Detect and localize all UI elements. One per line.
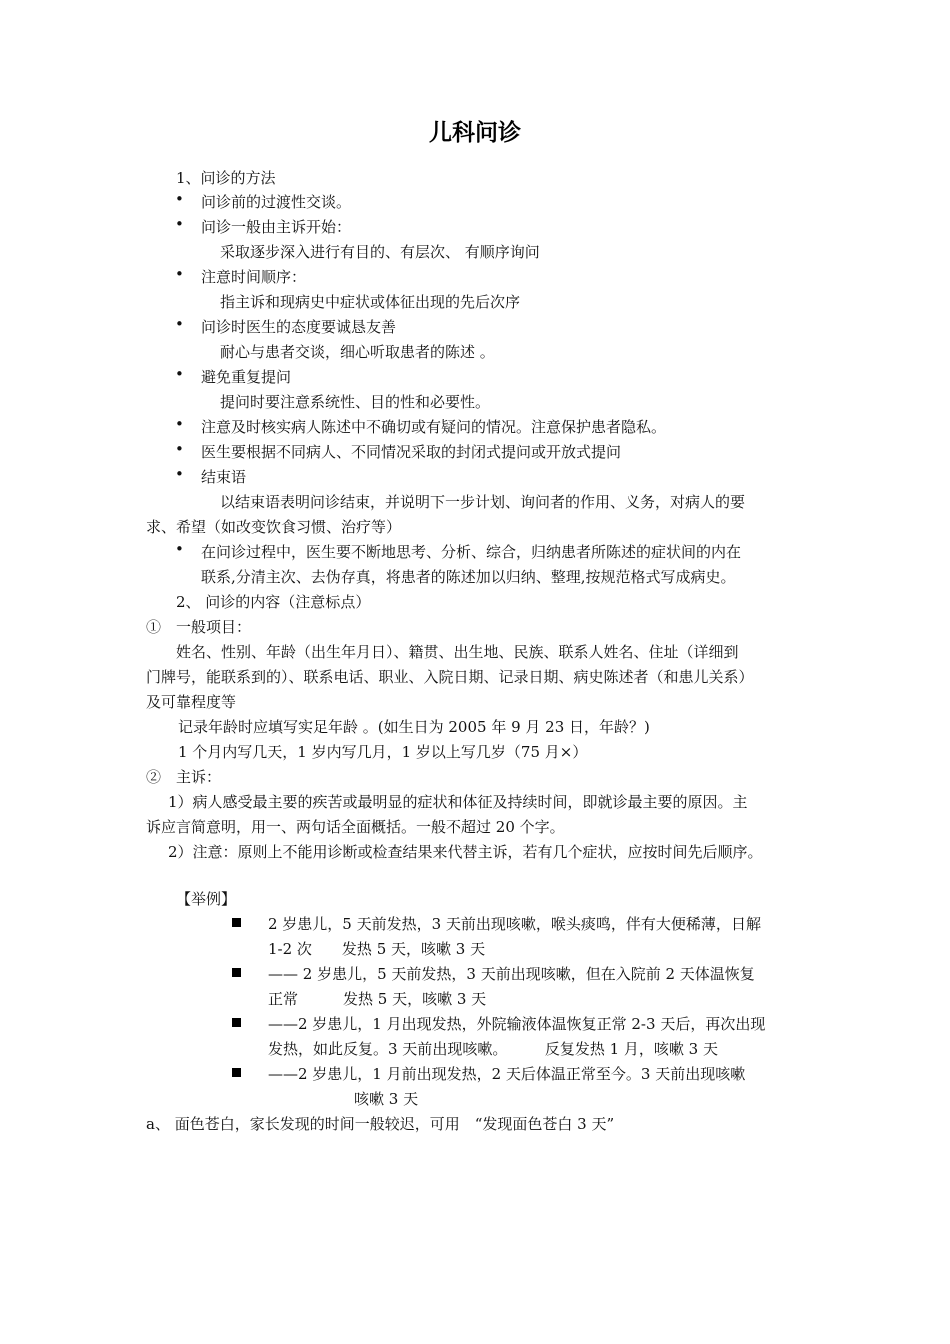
bullet-icon: • — [175, 440, 184, 458]
example-3-line-1: ——2 岁患儿，1 月出现发热，外院输液体温恢复正常 2-3 天后，再次出现 — [268, 1015, 766, 1033]
method-item-7: 医生要根据不同病人、不同情况采取的封闭式提问或开放式提问 — [201, 443, 622, 461]
age-note-1: 记录年龄时应填写实足年龄 。(如生日为 2005 年 9 月 23 日，年龄？) — [178, 718, 650, 736]
square-bullet-icon — [232, 1068, 241, 1077]
method-item-9-line-2: 联系,分清主次、去伪存真，将患者的陈述加以归纳、整理,按规范格式写成病史。 — [201, 568, 736, 586]
method-item-2: 问诊一般由主诉开始： — [201, 218, 352, 236]
example-3-line-2: 发热，如此反复。3 天前出现咳嗽。 反复发热 1 月，咳嗽 3 天 — [268, 1040, 718, 1058]
example-4-line-1: ——2 岁患儿，1 月前出现发热，2 天后体温正常至今。3 天前出现咳嗽 — [268, 1065, 746, 1083]
method-item-6: 注意及时核实病人陈述中不确切或有疑问的情况。注意保护患者隐私。 — [201, 418, 667, 436]
page-title: 儿科问诊 — [429, 120, 521, 146]
example-2-line-2: 正常 发热 5 天，咳嗽 3 天 — [268, 990, 487, 1008]
bullet-icon: • — [175, 415, 184, 433]
bullet-icon: • — [175, 540, 184, 558]
bullet-icon: • — [175, 465, 184, 483]
bullet-icon: • — [175, 265, 184, 283]
bullet-icon: • — [175, 315, 184, 333]
method-item-3: 注意时间顺序： — [201, 268, 307, 286]
chief-complaint-label: ② 主诉： — [146, 768, 222, 786]
method-item-2-detail: 采取逐步深入进行有目的、有层次、 有顺序询问 — [220, 243, 540, 261]
section1-heading: 1、问诊的方法 — [176, 169, 276, 187]
example-2-line-1: —— 2 岁患儿，5 天前发热，3 天前出现咳嗽，但在入院前 2 天体温恢复 — [268, 965, 755, 983]
method-item-8-detail-1: 以结束语表明问诊结束，并说明下一步计划、询问者的作用、义务，对病人的要 — [220, 493, 746, 511]
method-item-4-detail: 耐心与患者交谈，细心听取患者的陈述 。 — [220, 343, 495, 361]
general-items-line-1: 姓名、性别、年龄（出生年月日）、籍贯、出生地、民族、联系人姓名、住址（详细到 — [176, 643, 739, 661]
square-bullet-icon — [232, 968, 241, 977]
example-1-line-2: 1-2 次 发热 5 天，咳嗽 3 天 — [268, 940, 486, 958]
pallor-note: a、 面色苍白，家长发现的时间一般较迟，可用 “发现面色苍白 3 天” — [146, 1115, 615, 1133]
square-bullet-icon — [232, 1018, 241, 1027]
square-bullet-icon — [232, 918, 241, 927]
chief-complaint-p2: 2）注意：原则上不能用诊断或检查结果来代替主诉，若有几个症状，应按时间先后顺序。 — [168, 843, 763, 861]
example-4-line-2: 咳嗽 3 天 — [354, 1090, 419, 1108]
method-item-9-line-1: 在问诊过程中，医生要不断地思考、分析、综合，归纳患者所陈述的症状间的内在 — [201, 543, 742, 561]
method-item-5-detail: 提问时要注意系统性、目的性和必要性。 — [220, 393, 491, 411]
section2-heading: 2、 问诊的内容（注意标点） — [176, 593, 371, 611]
general-items-line-3: 及可靠程度等 — [146, 693, 237, 711]
method-item-5: 避免重复提问 — [201, 368, 292, 386]
examples-heading: 【举例】 — [176, 890, 237, 908]
example-1-line-1: 2 岁患儿，5 天前发热，3 天前出现咳嗽，喉头痰鸣，伴有大便稀薄，日解 — [268, 915, 761, 933]
general-items-label: ① 一般项目： — [146, 618, 252, 636]
bullet-icon: • — [175, 215, 184, 233]
age-note-2: 1 个月内写几天，1 岁内写几月，1 岁以上写几岁（75 月×） — [178, 743, 588, 761]
method-item-1: 问诊前的过渡性交谈。 — [201, 193, 352, 211]
bullet-icon: • — [175, 365, 184, 383]
method-item-3-detail: 指主诉和现病史中症状或体征出现的先后次序 — [220, 293, 521, 311]
chief-complaint-p1-line-1: 1）病人感受最主要的疾苦或最明显的症状和体征及持续时间，即就诊最主要的原因。主 — [168, 793, 748, 811]
chief-complaint-p1-line-2: 诉应言简意明，用一、两句话全面概括。一般不超过 20 个字。 — [146, 818, 565, 836]
method-item-4: 问诊时医生的态度要诚恳友善 — [201, 318, 397, 336]
general-items-line-2: 门牌号，能联系到的）、联系电话、职业、入院日期、记录日期、病史陈述者（和患儿关系） — [146, 668, 754, 686]
method-item-8: 结束语 — [201, 468, 247, 486]
bullet-icon: • — [175, 190, 184, 208]
method-item-8-detail-2: 求、希望（如改变饮食习惯、治疗等） — [146, 518, 402, 536]
